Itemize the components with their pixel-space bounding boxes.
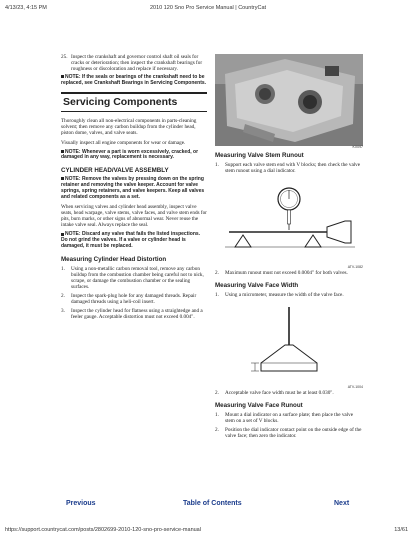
step-number: 2. — [215, 390, 219, 396]
distortion-step — [61, 308, 207, 320]
width-step-1 — [215, 292, 363, 298]
step-text: Inspect the cylinder head for flatness using a straightedge and a feeler gauge. Acceptable distortion must not exceed 0.004". — [71, 307, 203, 320]
step-number: 1. — [215, 292, 219, 298]
note-text: NOTE: Remove the valves by pressing down on the spring retainer and removing the valve keeper. Account for valve springs, spring retainers, and valve keepers. Keep all valves and related components as a set. — [61, 176, 205, 200]
step-number: 2. — [215, 427, 219, 433]
print-datetime: 4/13/23, 4:15 PM — [5, 5, 47, 11]
valve-face-width-illustration — [215, 301, 363, 381]
step-text: Acceptable valve face width must be at least 0.030". — [225, 390, 334, 396]
step-number: 1. — [215, 162, 219, 168]
note-text: NOTE: Discard any valve that fails the listed inspections. Do not grind the valves. If a valve or cylinder head is damaged, it must be replaced. — [61, 231, 201, 249]
left-column — [61, 54, 207, 323]
right-column — [215, 145, 363, 442]
step-number: 1. — [215, 412, 219, 418]
valve-stem-runout-illustration — [215, 177, 363, 261]
browser-print-footer — [0, 522, 416, 538]
section-title: Servicing Components — [61, 92, 207, 112]
cylinder-head-photo — [215, 54, 363, 146]
heading-face-width: Measuring Valve Face Width — [215, 282, 299, 289]
note-replacement — [61, 150, 207, 162]
next-link[interactable]: Next — [334, 500, 350, 507]
table-of-contents-link[interactable]: Table of Contents — [183, 500, 242, 507]
step-text: Mount a dial indicator on a surface plate; then place the valve stem on a set of V blocks. — [225, 412, 354, 424]
face-step-1 — [215, 412, 363, 424]
distortion-step — [61, 266, 207, 290]
heading-distortion: Measuring Cylinder Head Distortion — [61, 255, 167, 263]
print-title: 2010 120 Sno Pro Service Manual | CountryCat — [149, 5, 267, 11]
paragraph-inspect: Visually inspect all engine components for wear or damage. — [61, 139, 186, 146]
step-text: Inspect the crankshaft and governor control shaft oil seals for cracks or deterioration; then inspect the crankshaft bearings for roughness or discoloration and replace if necessary. — [71, 54, 203, 72]
heading-stem-runout: Measuring Valve Stem Runout — [215, 152, 304, 159]
browser-print-header — [0, 0, 416, 16]
step-text: Using a micrometer, measure the width of the valve face. — [225, 292, 344, 298]
print-page-count: 13/61 — [394, 527, 408, 533]
step-text: Maximum runout must not exceed 0.0004" for both valves. — [225, 270, 348, 276]
paragraph-clean: Thoroughly clean all non-electrical components in parts-cleaning solvent; then remove any carbon buildup from the cylinder head, piston dome, valves, and valve seats. — [61, 117, 197, 136]
step-text: Using a non-metallic carbon removal tool, remove any carbon buildup from the combustion chamber being careful not to nick, scrape, or damage the combustion chamber or the sealing surfaces. — [71, 265, 204, 290]
heading-cylinder-head: CYLINDER HEAD/VALVE ASSEMBLY — [61, 167, 169, 175]
face-step-2 — [215, 427, 363, 439]
step-number: 2. — [215, 270, 219, 276]
heading-face-runout: Measuring Valve Face Runout — [215, 402, 303, 409]
step-25 — [61, 54, 207, 72]
step-number: 25. — [61, 54, 68, 60]
note-remove-valves — [61, 177, 207, 200]
step-text: Inspect the spark-plug hole for any damaged threads. Repair damaged threads using a heli-coil insert. — [71, 292, 197, 305]
previous-link[interactable]: Previous — [66, 500, 96, 507]
paragraph-servicing: When servicing valves and cylinder head assembly, inspect valve seats, head warpage, valve stems, valve faces, and valve stem ends for pits, burn marks, or other signs of abnormal wear. Never reuse the intake valve seal. Always replace the seal. — [61, 204, 207, 229]
step-number: 2. — [61, 292, 65, 299]
engine-photo-image — [215, 54, 363, 146]
print-url: https://support.countrycat.com/posts/2802699-2010-120-sno-pro-service-manual — [5, 527, 201, 533]
step-text: Position the dial indicator contact point on the outside edge of the valve face; then zero the indicator. — [225, 427, 362, 439]
note-text: NOTE: Whenever a part is worn excessively, cracked, or damaged in any way, replacement is necessary. — [61, 148, 199, 161]
figure-code-2: ATV-1004 — [347, 385, 363, 389]
note-discard — [61, 232, 207, 249]
step-text: Support each valve stem end with V blocks; then check the valve stem runout using a dial indicator. — [225, 162, 361, 174]
note-text: NOTE: If the seals or bearings of the crankshaft need to be replaced, see Crankshaft Bearings in Servicing Components. — [61, 74, 207, 86]
step-number: 1. — [61, 265, 65, 272]
figure-code-1: ATV-1082 — [347, 265, 363, 269]
stem-step-1 — [215, 162, 363, 174]
stem-step-2 — [215, 270, 363, 276]
width-step-2 — [215, 390, 363, 396]
distortion-step — [61, 293, 207, 305]
step-number: 3. — [61, 307, 65, 314]
note-crankshaft — [61, 75, 207, 87]
photo-code: KX097 — [352, 145, 363, 149]
distortion-steps — [61, 266, 207, 320]
